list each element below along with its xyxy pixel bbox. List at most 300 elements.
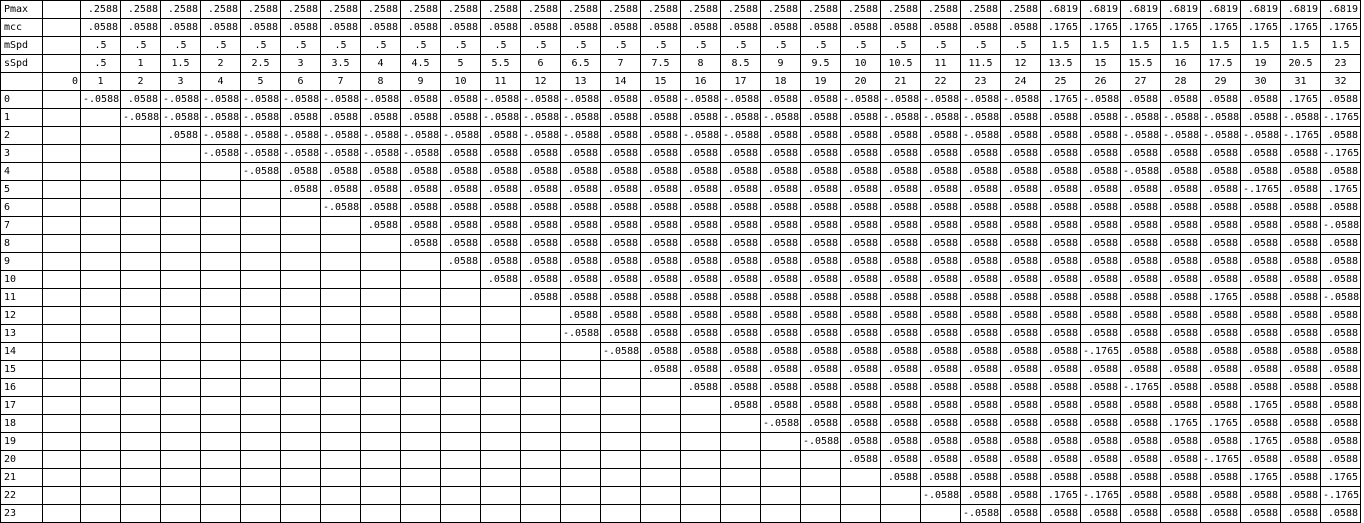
column-header-cell[interactable]: 16 bbox=[681, 73, 721, 91]
data-cell[interactable]: .0588 bbox=[1201, 505, 1241, 523]
data-cell[interactable]: -.0588 bbox=[401, 127, 441, 145]
data-cell[interactable]: -.0588 bbox=[881, 109, 921, 127]
data-cell[interactable]: .0588 bbox=[761, 307, 801, 325]
data-cell[interactable] bbox=[721, 451, 761, 469]
data-cell[interactable]: .0588 bbox=[1081, 199, 1121, 217]
data-cell[interactable] bbox=[281, 343, 321, 361]
param-value-cell[interactable]: 2 bbox=[201, 55, 241, 73]
data-cell[interactable]: .0588 bbox=[1241, 361, 1281, 379]
data-cell[interactable]: .0588 bbox=[1121, 199, 1161, 217]
data-cell[interactable] bbox=[601, 451, 641, 469]
data-cell[interactable] bbox=[441, 451, 481, 469]
data-cell[interactable]: .0588 bbox=[881, 181, 921, 199]
data-cell[interactable] bbox=[43, 217, 81, 235]
data-cell[interactable] bbox=[521, 487, 561, 505]
data-cell[interactable]: .0588 bbox=[921, 397, 961, 415]
param-value-cell[interactable]: 5.5 bbox=[481, 55, 521, 73]
data-cell[interactable]: -.0588 bbox=[361, 145, 401, 163]
data-cell[interactable] bbox=[481, 451, 521, 469]
param-blank-cell[interactable] bbox=[43, 19, 81, 37]
data-cell[interactable]: -.0588 bbox=[81, 91, 121, 109]
param-value-cell[interactable]: .2588 bbox=[801, 1, 841, 19]
data-cell[interactable]: .0588 bbox=[1081, 469, 1121, 487]
data-cell[interactable]: .0588 bbox=[801, 199, 841, 217]
data-cell[interactable] bbox=[801, 487, 841, 505]
param-value-cell[interactable]: .0588 bbox=[881, 19, 921, 37]
param-value-cell[interactable]: .0588 bbox=[721, 19, 761, 37]
data-cell[interactable] bbox=[361, 487, 401, 505]
data-cell[interactable]: .0588 bbox=[1281, 451, 1321, 469]
data-cell[interactable] bbox=[121, 325, 161, 343]
data-cell[interactable]: .0588 bbox=[761, 235, 801, 253]
data-cell[interactable]: .0588 bbox=[1201, 163, 1241, 181]
data-cell[interactable]: .0588 bbox=[361, 163, 401, 181]
data-cell[interactable] bbox=[481, 505, 521, 523]
row-header-cell[interactable]: 9 bbox=[1, 253, 43, 271]
data-cell[interactable] bbox=[481, 415, 521, 433]
data-cell[interactable]: .0588 bbox=[801, 109, 841, 127]
data-cell[interactable]: .0588 bbox=[801, 91, 841, 109]
data-cell[interactable] bbox=[561, 397, 601, 415]
data-cell[interactable]: .0588 bbox=[1001, 307, 1041, 325]
param-value-cell[interactable]: .5 bbox=[561, 37, 601, 55]
data-cell[interactable]: .0588 bbox=[1201, 217, 1241, 235]
row-header-cell[interactable]: 0 bbox=[1, 91, 43, 109]
data-cell[interactable] bbox=[81, 217, 121, 235]
data-cell[interactable]: .0588 bbox=[1241, 199, 1281, 217]
data-cell[interactable]: .0588 bbox=[761, 325, 801, 343]
data-cell[interactable]: .0588 bbox=[1281, 397, 1321, 415]
column-header-cell[interactable]: 3 bbox=[161, 73, 201, 91]
data-cell[interactable]: .0588 bbox=[721, 325, 761, 343]
data-cell[interactable] bbox=[401, 361, 441, 379]
data-cell[interactable]: .0588 bbox=[1001, 127, 1041, 145]
column-header-cell[interactable]: 0 bbox=[43, 73, 81, 91]
column-header-cell[interactable]: 13 bbox=[561, 73, 601, 91]
data-cell[interactable]: .0588 bbox=[1161, 181, 1201, 199]
data-cell[interactable] bbox=[841, 487, 881, 505]
data-cell[interactable]: .0588 bbox=[721, 217, 761, 235]
data-cell[interactable]: .0588 bbox=[1081, 379, 1121, 397]
data-cell[interactable]: -.0588 bbox=[201, 91, 241, 109]
data-cell[interactable]: .0588 bbox=[881, 397, 921, 415]
data-cell[interactable]: .0588 bbox=[1281, 271, 1321, 289]
data-cell[interactable]: .0588 bbox=[841, 145, 881, 163]
data-cell[interactable] bbox=[241, 505, 281, 523]
data-cell[interactable] bbox=[481, 361, 521, 379]
data-cell[interactable] bbox=[43, 253, 81, 271]
data-cell[interactable] bbox=[81, 505, 121, 523]
data-cell[interactable] bbox=[121, 397, 161, 415]
data-cell[interactable]: .0588 bbox=[561, 235, 601, 253]
data-cell[interactable]: .0588 bbox=[641, 199, 681, 217]
data-cell[interactable]: -.1765 bbox=[1321, 487, 1361, 505]
data-cell[interactable] bbox=[43, 451, 81, 469]
data-cell[interactable] bbox=[81, 343, 121, 361]
param-value-cell[interactable]: .0588 bbox=[521, 19, 561, 37]
data-cell[interactable]: .0588 bbox=[961, 217, 1001, 235]
data-cell[interactable] bbox=[601, 397, 641, 415]
data-cell[interactable] bbox=[201, 289, 241, 307]
data-cell[interactable]: .0588 bbox=[601, 163, 641, 181]
data-cell[interactable] bbox=[161, 361, 201, 379]
data-cell[interactable] bbox=[121, 163, 161, 181]
data-cell[interactable]: .0588 bbox=[921, 199, 961, 217]
param-value-cell[interactable]: .6819 bbox=[1161, 1, 1201, 19]
data-cell[interactable]: .0588 bbox=[1041, 325, 1081, 343]
data-cell[interactable]: .0588 bbox=[601, 289, 641, 307]
data-cell[interactable]: .0588 bbox=[1081, 217, 1121, 235]
data-cell[interactable] bbox=[321, 469, 361, 487]
data-cell[interactable] bbox=[43, 505, 81, 523]
data-cell[interactable]: .0588 bbox=[841, 271, 881, 289]
data-cell[interactable]: .0588 bbox=[881, 469, 921, 487]
data-cell[interactable] bbox=[321, 253, 361, 271]
data-cell[interactable]: .0588 bbox=[1201, 145, 1241, 163]
param-value-cell[interactable]: .5 bbox=[321, 37, 361, 55]
data-cell[interactable]: .0588 bbox=[401, 91, 441, 109]
data-cell[interactable] bbox=[161, 289, 201, 307]
data-cell[interactable]: .0588 bbox=[721, 199, 761, 217]
data-cell[interactable]: .1765 bbox=[1201, 415, 1241, 433]
data-cell[interactable]: .1765 bbox=[1041, 91, 1081, 109]
data-cell[interactable]: -.0588 bbox=[321, 91, 361, 109]
data-cell[interactable] bbox=[401, 325, 441, 343]
data-cell[interactable] bbox=[43, 163, 81, 181]
param-value-cell[interactable]: 13.5 bbox=[1041, 55, 1081, 73]
data-cell[interactable]: .0588 bbox=[1121, 415, 1161, 433]
data-cell[interactable]: .0588 bbox=[641, 145, 681, 163]
data-cell[interactable] bbox=[43, 199, 81, 217]
data-cell[interactable] bbox=[321, 271, 361, 289]
data-cell[interactable]: .0588 bbox=[401, 163, 441, 181]
data-cell[interactable]: .0588 bbox=[641, 217, 681, 235]
data-cell[interactable] bbox=[441, 361, 481, 379]
data-cell[interactable]: -.0588 bbox=[321, 145, 361, 163]
data-cell[interactable]: .0588 bbox=[641, 325, 681, 343]
data-cell[interactable]: .0588 bbox=[961, 379, 1001, 397]
data-cell[interactable]: -.0588 bbox=[1081, 91, 1121, 109]
data-cell[interactable] bbox=[321, 487, 361, 505]
data-cell[interactable] bbox=[281, 271, 321, 289]
param-value-cell[interactable]: 4.5 bbox=[401, 55, 441, 73]
data-cell[interactable]: .0588 bbox=[1321, 451, 1361, 469]
data-cell[interactable]: -.0588 bbox=[401, 145, 441, 163]
data-cell[interactable] bbox=[561, 379, 601, 397]
data-cell[interactable]: -.0588 bbox=[241, 109, 281, 127]
data-cell[interactable]: .0588 bbox=[1161, 199, 1201, 217]
param-value-cell[interactable]: .1765 bbox=[1041, 19, 1081, 37]
data-cell[interactable] bbox=[281, 307, 321, 325]
data-cell[interactable]: .0588 bbox=[441, 199, 481, 217]
param-value-cell[interactable]: .2588 bbox=[321, 1, 361, 19]
data-cell[interactable]: .0588 bbox=[1281, 181, 1321, 199]
data-cell[interactable] bbox=[43, 127, 81, 145]
column-header-cell[interactable]: 32 bbox=[1321, 73, 1361, 91]
data-cell[interactable]: .0588 bbox=[961, 181, 1001, 199]
data-cell[interactable]: .0588 bbox=[121, 91, 161, 109]
data-cell[interactable]: .0588 bbox=[1241, 271, 1281, 289]
data-cell[interactable] bbox=[521, 397, 561, 415]
data-cell[interactable] bbox=[241, 469, 281, 487]
data-cell[interactable]: .0588 bbox=[1281, 235, 1321, 253]
data-cell[interactable] bbox=[721, 415, 761, 433]
data-cell[interactable]: .0588 bbox=[1281, 217, 1321, 235]
data-cell[interactable] bbox=[121, 199, 161, 217]
data-cell[interactable] bbox=[241, 271, 281, 289]
data-cell[interactable] bbox=[441, 343, 481, 361]
data-cell[interactable] bbox=[241, 361, 281, 379]
data-cell[interactable] bbox=[641, 433, 681, 451]
corner-cell[interactable] bbox=[1, 73, 43, 91]
data-cell[interactable]: .0588 bbox=[1001, 181, 1041, 199]
data-cell[interactable]: .0588 bbox=[1241, 307, 1281, 325]
data-cell[interactable]: .0588 bbox=[561, 145, 601, 163]
param-value-cell[interactable]: .2588 bbox=[1001, 1, 1041, 19]
column-header-cell[interactable]: 14 bbox=[601, 73, 641, 91]
data-cell[interactable]: .0588 bbox=[1281, 487, 1321, 505]
param-value-cell[interactable]: .2588 bbox=[761, 1, 801, 19]
data-cell[interactable] bbox=[841, 505, 881, 523]
data-cell[interactable]: .0588 bbox=[401, 217, 441, 235]
data-cell[interactable]: .0588 bbox=[1161, 361, 1201, 379]
data-cell[interactable]: .0588 bbox=[881, 235, 921, 253]
data-cell[interactable]: -.0588 bbox=[201, 127, 241, 145]
data-cell[interactable]: .0588 bbox=[1001, 145, 1041, 163]
data-cell[interactable] bbox=[201, 163, 241, 181]
param-value-cell[interactable]: 15.5 bbox=[1121, 55, 1161, 73]
data-cell[interactable] bbox=[121, 253, 161, 271]
data-cell[interactable]: .0588 bbox=[1041, 415, 1081, 433]
data-cell[interactable]: .0588 bbox=[921, 163, 961, 181]
data-cell[interactable]: .0588 bbox=[1121, 343, 1161, 361]
data-cell[interactable]: .0588 bbox=[801, 253, 841, 271]
data-cell[interactable]: .0588 bbox=[841, 127, 881, 145]
data-cell[interactable]: .0588 bbox=[521, 217, 561, 235]
data-cell[interactable]: .0588 bbox=[801, 325, 841, 343]
data-cell[interactable]: .0588 bbox=[1001, 325, 1041, 343]
row-header-cell[interactable]: 5 bbox=[1, 181, 43, 199]
data-cell[interactable] bbox=[121, 433, 161, 451]
data-cell[interactable]: .0588 bbox=[921, 289, 961, 307]
param-value-cell[interactable]: 19 bbox=[1241, 55, 1281, 73]
data-cell[interactable] bbox=[321, 361, 361, 379]
data-cell[interactable] bbox=[321, 505, 361, 523]
data-cell[interactable] bbox=[681, 433, 721, 451]
data-cell[interactable] bbox=[481, 289, 521, 307]
data-cell[interactable]: -.0588 bbox=[321, 127, 361, 145]
data-cell[interactable] bbox=[441, 433, 481, 451]
data-cell[interactable] bbox=[161, 487, 201, 505]
data-cell[interactable]: -.0588 bbox=[521, 127, 561, 145]
data-cell[interactable]: .0588 bbox=[401, 181, 441, 199]
data-cell[interactable] bbox=[81, 361, 121, 379]
data-cell[interactable] bbox=[121, 505, 161, 523]
data-cell[interactable]: -.0588 bbox=[601, 343, 641, 361]
param-value-cell[interactable]: 2.5 bbox=[241, 55, 281, 73]
data-cell[interactable]: -.0588 bbox=[201, 145, 241, 163]
param-value-cell[interactable]: 3.5 bbox=[321, 55, 361, 73]
data-cell[interactable]: .0588 bbox=[841, 397, 881, 415]
row-header-cell[interactable]: 23 bbox=[1, 505, 43, 523]
data-cell[interactable] bbox=[401, 379, 441, 397]
data-cell[interactable] bbox=[161, 235, 201, 253]
data-cell[interactable]: .0588 bbox=[1281, 433, 1321, 451]
data-cell[interactable]: .0588 bbox=[801, 127, 841, 145]
data-cell[interactable]: .0588 bbox=[1161, 505, 1201, 523]
data-cell[interactable] bbox=[801, 469, 841, 487]
data-cell[interactable]: .0588 bbox=[681, 307, 721, 325]
data-cell[interactable]: -.0588 bbox=[241, 145, 281, 163]
data-cell[interactable]: .0588 bbox=[601, 181, 641, 199]
data-cell[interactable]: .0588 bbox=[961, 397, 1001, 415]
data-cell[interactable] bbox=[641, 487, 681, 505]
data-cell[interactable]: .0588 bbox=[721, 181, 761, 199]
data-cell[interactable] bbox=[441, 325, 481, 343]
data-cell[interactable]: .0588 bbox=[881, 361, 921, 379]
data-cell[interactable]: .0588 bbox=[841, 181, 881, 199]
column-header-cell[interactable]: 23 bbox=[961, 73, 1001, 91]
data-cell[interactable]: .0588 bbox=[1321, 163, 1361, 181]
data-cell[interactable]: -.0588 bbox=[281, 145, 321, 163]
data-cell[interactable]: .0588 bbox=[841, 307, 881, 325]
data-cell[interactable] bbox=[201, 181, 241, 199]
data-cell[interactable] bbox=[361, 397, 401, 415]
data-cell[interactable]: -.0588 bbox=[201, 109, 241, 127]
data-cell[interactable]: .0588 bbox=[921, 361, 961, 379]
data-cell[interactable] bbox=[43, 379, 81, 397]
data-cell[interactable]: .0588 bbox=[1081, 505, 1121, 523]
param-value-cell[interactable]: 1.5 bbox=[1321, 37, 1361, 55]
data-cell[interactable]: .0588 bbox=[1041, 145, 1081, 163]
row-header-cell[interactable]: 16 bbox=[1, 379, 43, 397]
data-cell[interactable] bbox=[43, 289, 81, 307]
data-cell[interactable]: .0588 bbox=[881, 163, 921, 181]
data-cell[interactable] bbox=[121, 217, 161, 235]
param-value-cell[interactable]: .2588 bbox=[441, 1, 481, 19]
data-cell[interactable]: .0588 bbox=[761, 181, 801, 199]
data-cell[interactable]: .0588 bbox=[1081, 307, 1121, 325]
data-cell[interactable]: .0588 bbox=[641, 109, 681, 127]
data-cell[interactable] bbox=[641, 379, 681, 397]
data-cell[interactable]: .0588 bbox=[801, 181, 841, 199]
data-cell[interactable]: .0588 bbox=[1281, 361, 1321, 379]
data-cell[interactable]: .0588 bbox=[641, 253, 681, 271]
data-cell[interactable] bbox=[601, 505, 641, 523]
data-cell[interactable]: .0588 bbox=[1241, 253, 1281, 271]
data-cell[interactable]: -.0588 bbox=[961, 91, 1001, 109]
data-cell[interactable]: .0588 bbox=[961, 253, 1001, 271]
data-cell[interactable]: .0588 bbox=[681, 145, 721, 163]
data-cell[interactable] bbox=[81, 487, 121, 505]
param-value-cell[interactable]: 1.5 bbox=[1201, 37, 1241, 55]
data-cell[interactable] bbox=[161, 343, 201, 361]
data-cell[interactable]: -.0588 bbox=[521, 109, 561, 127]
param-value-cell[interactable]: .1765 bbox=[1241, 19, 1281, 37]
param-value-cell[interactable]: 1.5 bbox=[1121, 37, 1161, 55]
param-value-cell[interactable]: .0588 bbox=[441, 19, 481, 37]
data-cell[interactable]: -.1765 bbox=[1121, 379, 1161, 397]
param-value-cell[interactable]: 1.5 bbox=[1281, 37, 1321, 55]
data-cell[interactable]: .0588 bbox=[841, 199, 881, 217]
param-value-cell[interactable]: .2588 bbox=[121, 1, 161, 19]
data-cell[interactable] bbox=[561, 343, 601, 361]
data-cell[interactable]: .0588 bbox=[561, 271, 601, 289]
data-cell[interactable]: .0588 bbox=[1041, 433, 1081, 451]
param-value-cell[interactable]: .2588 bbox=[281, 1, 321, 19]
data-cell[interactable]: .0588 bbox=[1121, 289, 1161, 307]
data-cell[interactable]: .0588 bbox=[761, 199, 801, 217]
data-cell[interactable] bbox=[361, 451, 401, 469]
data-cell[interactable]: .1765 bbox=[1241, 397, 1281, 415]
data-cell[interactable]: .0588 bbox=[1041, 343, 1081, 361]
data-cell[interactable]: .0588 bbox=[1281, 415, 1321, 433]
data-cell[interactable] bbox=[761, 487, 801, 505]
data-cell[interactable]: -.0588 bbox=[1161, 127, 1201, 145]
data-cell[interactable]: .0588 bbox=[1041, 379, 1081, 397]
data-cell[interactable]: .0588 bbox=[1081, 235, 1121, 253]
param-value-cell[interactable]: .6819 bbox=[1121, 1, 1161, 19]
data-cell[interactable] bbox=[201, 343, 241, 361]
data-cell[interactable]: .0588 bbox=[641, 181, 681, 199]
data-cell[interactable]: .0588 bbox=[1241, 289, 1281, 307]
data-cell[interactable]: .0588 bbox=[1001, 163, 1041, 181]
data-cell[interactable] bbox=[401, 469, 441, 487]
data-cell[interactable] bbox=[241, 379, 281, 397]
data-cell[interactable]: .0588 bbox=[801, 397, 841, 415]
param-value-cell[interactable]: .6819 bbox=[1201, 1, 1241, 19]
param-value-cell[interactable]: .5 bbox=[801, 37, 841, 55]
data-cell[interactable]: .0588 bbox=[481, 127, 521, 145]
data-cell[interactable]: .1765 bbox=[1241, 469, 1281, 487]
data-cell[interactable]: .0588 bbox=[1001, 397, 1041, 415]
data-cell[interactable] bbox=[241, 433, 281, 451]
data-cell[interactable] bbox=[361, 505, 401, 523]
data-cell[interactable]: .0588 bbox=[1201, 181, 1241, 199]
data-cell[interactable]: .0588 bbox=[921, 415, 961, 433]
data-cell[interactable]: .0588 bbox=[1041, 217, 1081, 235]
column-header-cell[interactable]: 18 bbox=[761, 73, 801, 91]
data-cell[interactable] bbox=[361, 343, 401, 361]
data-cell[interactable]: .0588 bbox=[961, 163, 1001, 181]
data-cell[interactable] bbox=[81, 145, 121, 163]
column-header-cell[interactable]: 31 bbox=[1281, 73, 1321, 91]
data-cell[interactable]: -.1765 bbox=[1321, 145, 1361, 163]
param-value-cell[interactable]: 4 bbox=[361, 55, 401, 73]
data-cell[interactable]: -.0588 bbox=[1321, 217, 1361, 235]
data-cell[interactable]: .0588 bbox=[441, 163, 481, 181]
param-value-cell[interactable]: .5 bbox=[281, 37, 321, 55]
row-header-cell[interactable]: 18 bbox=[1, 415, 43, 433]
data-cell[interactable]: .0588 bbox=[1121, 487, 1161, 505]
data-cell[interactable]: .0588 bbox=[1321, 199, 1361, 217]
data-cell[interactable] bbox=[481, 307, 521, 325]
data-cell[interactable]: .0588 bbox=[1201, 343, 1241, 361]
data-cell[interactable]: .0588 bbox=[1041, 163, 1081, 181]
column-header-cell[interactable]: 15 bbox=[641, 73, 681, 91]
data-cell[interactable]: .0588 bbox=[1081, 109, 1121, 127]
data-cell[interactable]: .0588 bbox=[961, 469, 1001, 487]
data-cell[interactable]: .0588 bbox=[1121, 253, 1161, 271]
data-cell[interactable]: .0588 bbox=[801, 217, 841, 235]
param-value-cell[interactable]: 8 bbox=[681, 55, 721, 73]
param-value-cell[interactable]: 3 bbox=[281, 55, 321, 73]
data-cell[interactable]: -.0588 bbox=[561, 91, 601, 109]
data-cell[interactable] bbox=[201, 307, 241, 325]
data-cell[interactable] bbox=[201, 361, 241, 379]
data-cell[interactable]: .0588 bbox=[481, 145, 521, 163]
param-value-cell[interactable]: .0588 bbox=[321, 19, 361, 37]
